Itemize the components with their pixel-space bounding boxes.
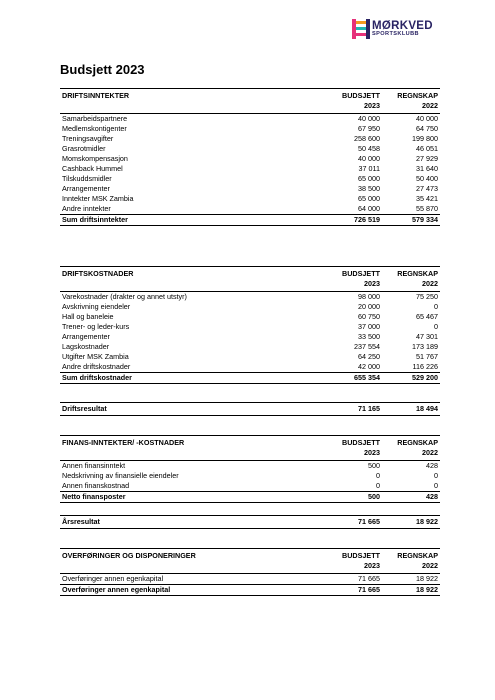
table-row (60, 124, 440, 134)
logo-mark-icon (352, 19, 370, 39)
row-accounts: 116 226 (412, 362, 438, 371)
row-accounts: 47 301 (416, 332, 438, 341)
table-row (60, 154, 440, 164)
accounts-column-header: REGNSKAP 2022 (397, 91, 438, 110)
total-label: Sum driftskostnader (62, 373, 132, 382)
row-budget: 37 011 (358, 164, 380, 173)
table-row (60, 164, 440, 174)
driftsresultat-row (60, 402, 440, 416)
row-label: Andre inntekter (62, 204, 111, 213)
driftsresultat-accounts: 18 494 (416, 404, 438, 413)
row-accounts: 75 250 (416, 292, 438, 301)
row-label: Momskompensasjon (62, 154, 128, 163)
row-accounts: 31 640 (416, 164, 438, 173)
table-row (60, 322, 440, 332)
row-accounts: 35 421 (416, 194, 438, 203)
row-accounts: 50 400 (416, 174, 438, 183)
section-header (60, 88, 440, 114)
arsresultat-accounts: 18 922 (416, 517, 438, 526)
row-label: Varekostnader (drakter og annet utstyr) (62, 292, 187, 301)
logo-subtitle: SPORTSKLUBB (372, 31, 419, 37)
row-budget: 38 500 (358, 184, 380, 193)
table-row (60, 362, 440, 372)
row-accounts: 55 870 (416, 204, 438, 213)
row-budget: 42 000 (358, 362, 380, 371)
total-row (60, 372, 440, 384)
row-budget: 33 500 (358, 332, 380, 341)
accounts-column-header: REGNSKAP 2022 (397, 269, 438, 288)
row-budget: 500 (368, 461, 380, 470)
row-label: Nedskrivning av finansielle eiendeler (62, 471, 179, 480)
row-budget: 64 250 (358, 352, 380, 361)
driftsresultat-budget: 71 165 (358, 404, 380, 413)
row-accounts: 46 051 (416, 144, 438, 153)
row-label: Annen finanskostnad (62, 481, 130, 490)
total-accounts: 529 200 (412, 373, 438, 382)
club-logo (352, 19, 440, 41)
row-label: Annen finansinntekt (62, 461, 126, 470)
row-budget: 64 000 (358, 204, 380, 213)
row-label: Arrangementer (62, 332, 110, 341)
total-label: Sum driftsinntekter (62, 215, 128, 224)
table-row (60, 481, 440, 491)
row-accounts: 18 922 (416, 574, 438, 583)
arsresultat-budget: 71 665 (358, 517, 380, 526)
row-label: Tilskuddsmidler (62, 174, 112, 183)
row-budget: 40 000 (358, 114, 380, 123)
row-accounts: 0 (434, 302, 438, 311)
row-label: Cashback Hummel (62, 164, 123, 173)
row-label: Hall og baneleie (62, 312, 114, 321)
driftskostnader-table (60, 266, 440, 384)
table-row (60, 332, 440, 342)
row-label: Avskrivning eiendeler (62, 302, 131, 311)
table-row (60, 174, 440, 184)
row-accounts: 27 929 (416, 154, 438, 163)
row-label: Treningsavgifter (62, 134, 114, 143)
table-row (60, 114, 440, 124)
budget-column-header: BUDSJETT 2023 (342, 551, 380, 570)
accounts-column-header: REGNSKAP 2022 (397, 551, 438, 570)
table-row (60, 461, 440, 471)
row-label: Inntekter MSK Zambia (62, 194, 134, 203)
row-budget: 258 600 (354, 134, 380, 143)
row-budget: 50 458 (358, 144, 380, 153)
row-accounts: 428 (426, 461, 438, 470)
row-label: Samarbeidspartnere (62, 114, 128, 123)
section-header (60, 435, 440, 461)
row-label: Lagskostnader (62, 342, 110, 351)
row-accounts: 0 (434, 471, 438, 480)
row-budget: 60 750 (358, 312, 380, 321)
table-row (60, 144, 440, 154)
row-label: Andre driftskostnader (62, 362, 131, 371)
row-budget: 98 000 (358, 292, 380, 301)
total-row (60, 491, 440, 503)
driftsinntekter-table (60, 88, 440, 226)
total-row (60, 584, 440, 596)
row-label: Arrangementer (62, 184, 110, 193)
row-label: Grasrotmidler (62, 144, 106, 153)
table-row (60, 302, 440, 312)
section-title: FINANS-INNTEKTER/ -KOSTNADER (62, 438, 185, 447)
page-title: Budsjett 2023 (60, 62, 145, 77)
finans-table (60, 435, 440, 503)
row-budget: 20 000 (358, 302, 380, 311)
row-accounts: 27 473 (416, 184, 438, 193)
row-accounts: 40 000 (416, 114, 438, 123)
row-accounts: 173 189 (412, 342, 438, 351)
logo-name: MØRKVED (372, 20, 433, 32)
section-title: DRIFTSKOSTNADER (62, 269, 134, 278)
arsresultat-row (60, 515, 440, 529)
total-accounts: 579 334 (412, 215, 438, 224)
total-budget: 71 665 (358, 585, 380, 594)
row-accounts: 64 750 (416, 124, 438, 133)
total-accounts: 18 922 (416, 585, 438, 594)
total-label: Overføringer annen egenkapital (62, 585, 171, 594)
total-accounts: 428 (426, 492, 438, 501)
row-budget: 65 000 (358, 194, 380, 203)
row-budget: 40 000 (358, 154, 380, 163)
row-label: Medlemskontigenter (62, 124, 127, 133)
total-budget: 726 519 (354, 215, 380, 224)
table-row (60, 134, 440, 144)
section-header (60, 548, 440, 574)
total-budget: 655 354 (354, 373, 380, 382)
table-row (60, 204, 440, 214)
total-row (60, 214, 440, 226)
row-label: Overføringer annen egenkapital (62, 574, 164, 583)
driftsresultat-label: Driftsresultat (62, 404, 107, 413)
row-budget: 71 665 (358, 574, 380, 583)
row-budget: 37 000 (358, 322, 380, 331)
row-accounts: 51 767 (416, 352, 438, 361)
total-budget: 500 (368, 492, 380, 501)
table-row (60, 574, 440, 584)
row-budget: 0 (376, 481, 380, 490)
table-row (60, 194, 440, 204)
section-title: DRIFTSINNTEKTER (62, 91, 130, 100)
row-accounts: 199 800 (412, 134, 438, 143)
section-title: OVERFØRINGER OG DISPONERINGER (62, 551, 196, 560)
row-label: Utgifter MSK Zambia (62, 352, 129, 361)
budget-column-header: BUDSJETT 2023 (342, 91, 380, 110)
row-accounts: 0 (434, 481, 438, 490)
row-budget: 65 000 (358, 174, 380, 183)
section-header (60, 266, 440, 292)
table-row (60, 292, 440, 302)
table-row (60, 342, 440, 352)
total-label: Netto finansposter (62, 492, 126, 501)
accounts-column-header: REGNSKAP 2022 (397, 438, 438, 457)
table-row (60, 312, 440, 322)
table-row (60, 184, 440, 194)
row-accounts: 65 467 (416, 312, 438, 321)
table-row (60, 471, 440, 481)
row-budget: 237 554 (354, 342, 380, 351)
budget-column-header: BUDSJETT 2023 (342, 438, 380, 457)
overforinger-table (60, 548, 440, 596)
row-accounts: 0 (434, 322, 438, 331)
row-budget: 67 950 (358, 124, 380, 133)
arsresultat-label: Årsresultat (62, 517, 100, 526)
row-budget: 0 (376, 471, 380, 480)
table-row (60, 352, 440, 362)
row-label: Trener- og leder-kurs (62, 322, 130, 331)
budget-column-header: BUDSJETT 2023 (342, 269, 380, 288)
